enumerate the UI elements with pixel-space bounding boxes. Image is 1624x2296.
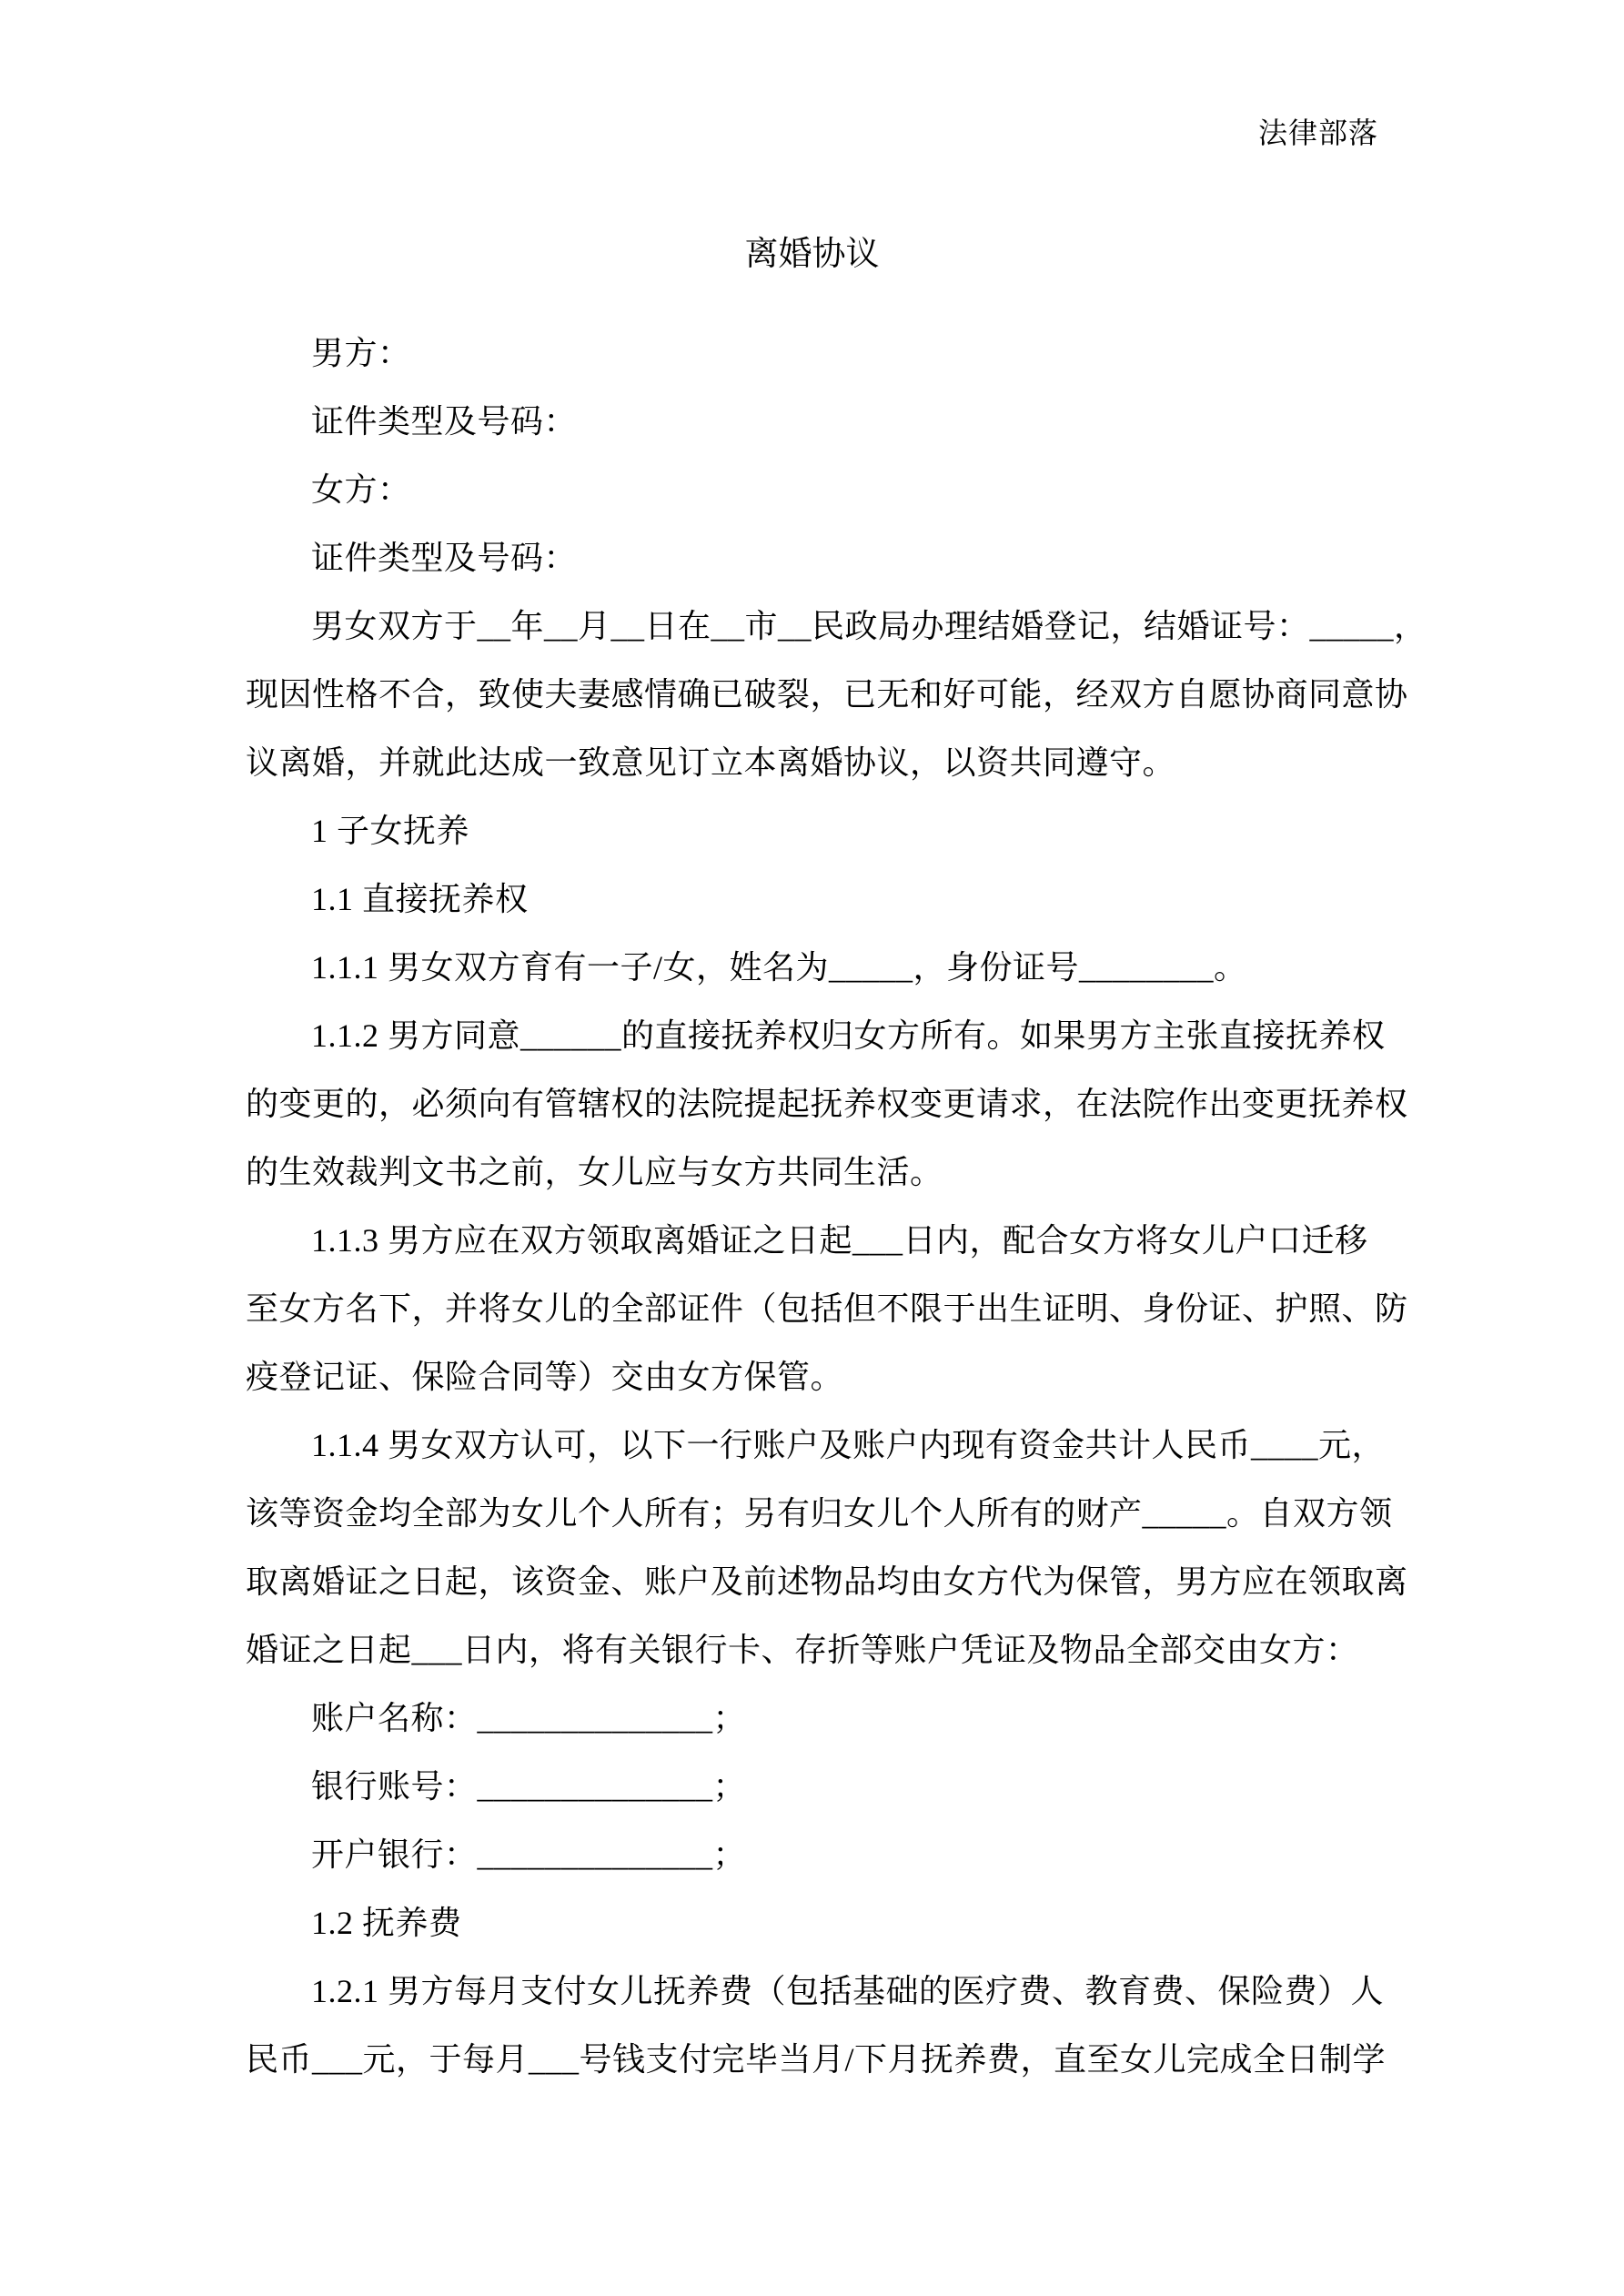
document-line: 1.1.1 男女双方育有一子/女，姓名为_____，身份证号________。: [311, 949, 1247, 986]
document-line: 银行账号：______________；: [311, 1768, 747, 1805]
document-line: 1 子女抚养: [311, 813, 470, 849]
document-line: 1.1.2 男方同意______的直接抚养权归女方所有。如果男方主张直接抚养权: [311, 1017, 1386, 1054]
brand-watermark: 法律部落: [1257, 116, 1378, 149]
document-line: 证件类型及号码：: [311, 403, 578, 440]
document-line: 疫登记证、保险合同等）交由女方保管。: [246, 1359, 844, 1395]
document-line: 至女方名下，并将女儿的全部证件（包括但不限于出生证明、身份证、护照、防: [246, 1290, 1408, 1327]
document-title: 离婚协议: [744, 236, 880, 273]
document-line: 男方：: [311, 335, 411, 371]
document-line: 该等资金均全部为女儿个人所有；另有归女儿个人所有的财产_____。自双方领: [246, 1495, 1393, 1532]
document-line: 证件类型及号码：: [311, 540, 578, 576]
document-line: 现因性格不合，致使夫妻感情确已破裂，已无和好可能，经双方自愿协商同意协: [246, 676, 1408, 713]
document-line: 1.2 抚养费: [311, 1905, 462, 1941]
document-line: 男女双方于__年__月__日在__市__民政局办理结婚登记，结婚证号：_____，: [311, 608, 1427, 644]
document-line: 1.2.1 男方每月支付女儿抚养费（包括基础的医疗费、教育费、保险费）人: [311, 1973, 1385, 2009]
document-line: 账户名称：______________；: [311, 1700, 747, 1736]
document-line: 1.1.3 男方应在双方领取离婚证之日起___日内，配合女方将女儿户口迁移: [311, 1222, 1368, 1259]
document-body: [246, 319, 1427, 2094]
document-line: 民币___元，于每月___号钱支付完毕当月/下月抚养费，直至女儿完成全日制学: [246, 2041, 1387, 2078]
document-line: 1.1.4 男女双方认可，以下一行账户及账户内现有资金共计人民币____元，: [311, 1427, 1386, 1463]
document-line: 1.1 直接抚养权: [311, 881, 529, 917]
document-line: 议离婚，并就此达成一致意见订立本离婚协议，以资共同遵守。: [246, 744, 1176, 781]
document-line: 开户银行：______________；: [311, 1836, 747, 1873]
document-line: 的生效裁判文书之前，女儿应与女方共同生活。: [246, 1154, 943, 1190]
document-line: 婚证之日起___日内，将有关银行卡、存折等账户凭证及物品全部交由女方：: [246, 1632, 1359, 1668]
document-line: 取离婚证之日起，该资金、账户及前述物品均由女方代为保管，男方应在领取离: [246, 1563, 1408, 1600]
document-line: 的变更的，必须向有管辖权的法院提起抚养权变更请求，在法院作出变更抚养权: [246, 1086, 1408, 1122]
document-line: 女方：: [311, 471, 411, 508]
